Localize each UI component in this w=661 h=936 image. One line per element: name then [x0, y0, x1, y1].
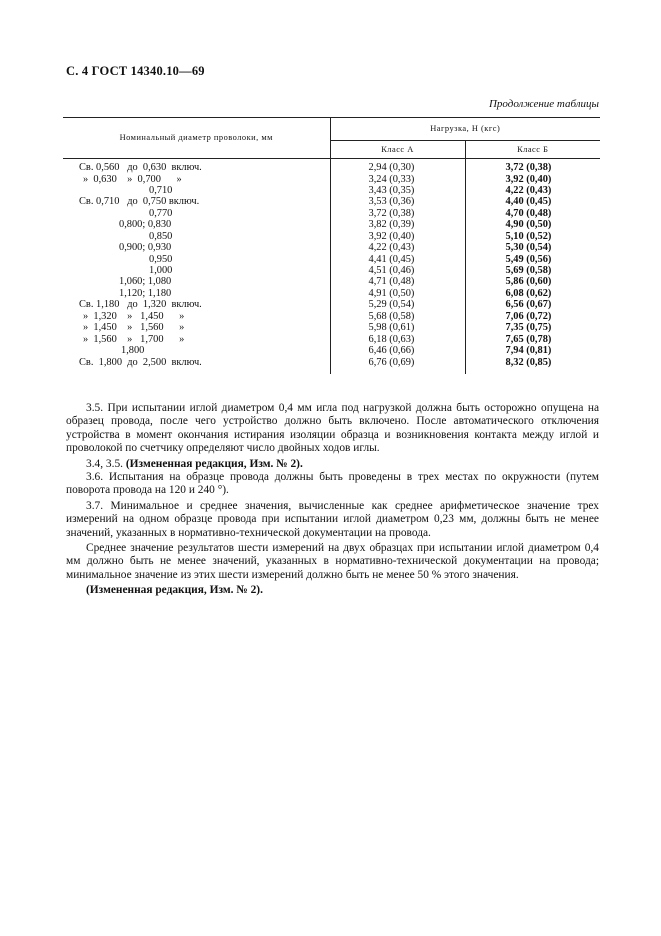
class-b-cell: 5,49 (0,56) [465, 254, 600, 265]
paragraph-amendment-1 [66, 458, 599, 471]
paragraph-amendment-2: (Измененная редакция, Изм. № 2). [86, 584, 263, 597]
class-a-cell: 4,91 (0,50) [330, 288, 465, 299]
diameter-column-header: Номинальный диаметр проволоки, мм [63, 118, 330, 159]
class-b-cell: 5,10 (0,52) [465, 231, 600, 242]
spacer-cell [465, 368, 600, 374]
table-row [63, 322, 600, 333]
paragraph-3-7: 3.7. Минимальное и среднее значения, вычисленные как среднее арифметическое значение трех измерений на одном образце провода при испытании иглой диаметром 0,23 мм, должны быть не менее значений, указанных в нормативно-технической документации на провода. [66, 499, 599, 539]
table-row [63, 334, 600, 345]
class-b-cell: 4,70 (0,48) [465, 208, 600, 219]
amendment-ref: 3.4, 3.5. [86, 457, 126, 470]
table-row [63, 299, 600, 310]
class-b-cell: 7,65 (0,78) [465, 334, 600, 345]
spacer-cell [63, 368, 330, 374]
class-b-cell: 5,86 (0,60) [465, 276, 600, 287]
class-a-cell: 3,53 (0,36) [330, 196, 465, 207]
table-row [63, 196, 600, 207]
class-a-cell: 6,46 (0,66) [330, 345, 465, 356]
class-a-cell: 4,71 (0,48) [330, 276, 465, 287]
class-a-cell: 5,68 (0,58) [330, 311, 465, 322]
class-b-cell: 3,92 (0,40) [465, 173, 600, 184]
class-b-cell: 5,69 (0,58) [465, 265, 600, 276]
class-b-cell: 7,94 (0,81) [465, 345, 600, 356]
table-spacer-row [63, 368, 600, 374]
table-row [63, 265, 600, 276]
diameter-cell: 1,800 [121, 345, 145, 357]
class-b-header: Класс Б [465, 141, 600, 159]
table-row [63, 276, 600, 287]
table-row [63, 356, 600, 367]
table-row [63, 185, 600, 196]
table-row [63, 173, 600, 184]
diameter-cell: 0,950 [149, 253, 173, 265]
load-table [63, 117, 600, 374]
diameter-cell: 1,060; 1,080 [119, 276, 172, 288]
class-a-cell: 2,94 (0,30) [330, 159, 465, 174]
diameter-cell: Св. 1,180 до 1,320 включ. [79, 299, 202, 311]
class-b-cell: 8,32 (0,85) [465, 356, 600, 367]
class-a-cell: 6,18 (0,63) [330, 334, 465, 345]
diameter-cell: 0,800; 0,830 [119, 219, 172, 231]
class-a-cell: 5,98 (0,61) [330, 322, 465, 333]
class-a-cell: 4,22 (0,43) [330, 242, 465, 253]
class-b-cell: 3,72 (0,38) [465, 159, 600, 174]
table-row [63, 345, 600, 356]
diameter-cell: 0,710 [149, 184, 173, 196]
diameter-cell: 1,120; 1,180 [119, 287, 172, 299]
paragraph-average: Среднее значение результатов шести измерений на двух образцах при испытании иглой диаметром 0,4 мм должно быть не менее значений, указанных в нормативно-технической документации на провода; минимальное значение из этих шести измерений должно быть не менее 50 % этого значения. [66, 542, 599, 581]
class-a-cell: 3,82 (0,39) [330, 219, 465, 230]
diameter-cell: 1,000 [149, 265, 173, 276]
load-group-header: Нагрузка, Н (кгс) [330, 118, 600, 141]
class-a-cell: 6,76 (0,69) [330, 356, 465, 367]
table-body [63, 159, 600, 374]
table-row [63, 231, 600, 242]
table-row [63, 159, 600, 174]
class-a-cell: 3,92 (0,40) [330, 231, 465, 242]
class-b-cell: 7,06 (0,72) [465, 311, 600, 322]
class-a-header: Класс А [330, 141, 465, 159]
diameter-cell: » 0,630 » 0,700 » [83, 173, 182, 185]
class-b-cell: 6,56 (0,67) [465, 299, 600, 310]
table-row [63, 242, 600, 253]
class-b-cell: 4,22 (0,43) [465, 185, 600, 196]
diameter-cell: Св. 0,710 до 0,750 включ. [79, 196, 200, 208]
class-a-cell: 3,24 (0,33) [330, 173, 465, 184]
class-b-cell: 7,35 (0,75) [465, 322, 600, 333]
class-b-cell: 4,40 (0,45) [465, 196, 600, 207]
diameter-cell: » 1,450 » 1,560 » [83, 322, 185, 334]
paragraph-3-6: 3.6. Испытания на образце провода должны быть проведены в трех местах по окружности (путем поворота провода на 120 и 240 °). [66, 471, 599, 497]
class-b-cell: 4,90 (0,50) [465, 219, 600, 230]
body-text [66, 402, 599, 598]
class-a-cell: 4,41 (0,45) [330, 254, 465, 265]
paragraph-3-5: 3.5. При испытании иглой диаметром 0,4 мм игла под нагрузкой должна быть осторожно опущена на образец провода, после чего устройство должно быть включено. После автоматического отключения устройства в момент окончания истирания изоляции образца и возникновения контакта между иглой и проволокой по счетчику определяют число двойных ходов иглы. [66, 402, 599, 455]
class-a-cell: 3,72 (0,38) [330, 208, 465, 219]
table-row [63, 311, 600, 322]
spacer-cell [330, 368, 465, 374]
diameter-cell: 0,900; 0,930 [119, 242, 172, 254]
class-a-cell: 5,29 (0,54) [330, 299, 465, 310]
diameter-cell: » 1,320 » 1,450 » [83, 310, 185, 322]
page-header: С. 4 ГОСТ 14340.10—69 [66, 64, 205, 78]
amendment-note: (Измененная редакция, Изм. № 2). [125, 457, 303, 470]
table-row [63, 208, 600, 219]
class-b-cell: 5,30 (0,54) [465, 242, 600, 253]
diameter-cell: 0,770 [149, 207, 173, 219]
class-b-cell: 6,08 (0,62) [465, 288, 600, 299]
table-row [63, 219, 600, 230]
table-continuation-label: Продолжение таблицы [488, 98, 599, 110]
diameter-cell: » 1,560 » 1,700 » [83, 333, 185, 345]
class-a-cell: 4,51 (0,46) [330, 265, 465, 276]
class-a-cell: 3,43 (0,35) [330, 185, 465, 196]
diameter-cell: Св. 0,560 до 0,630 включ. [79, 162, 202, 174]
table-row [63, 254, 600, 265]
diameter-cell: 0,850 [149, 230, 173, 242]
table-row [63, 288, 600, 299]
diameter-cell: Св. 1,800 до 2,500 включ. [79, 356, 202, 368]
